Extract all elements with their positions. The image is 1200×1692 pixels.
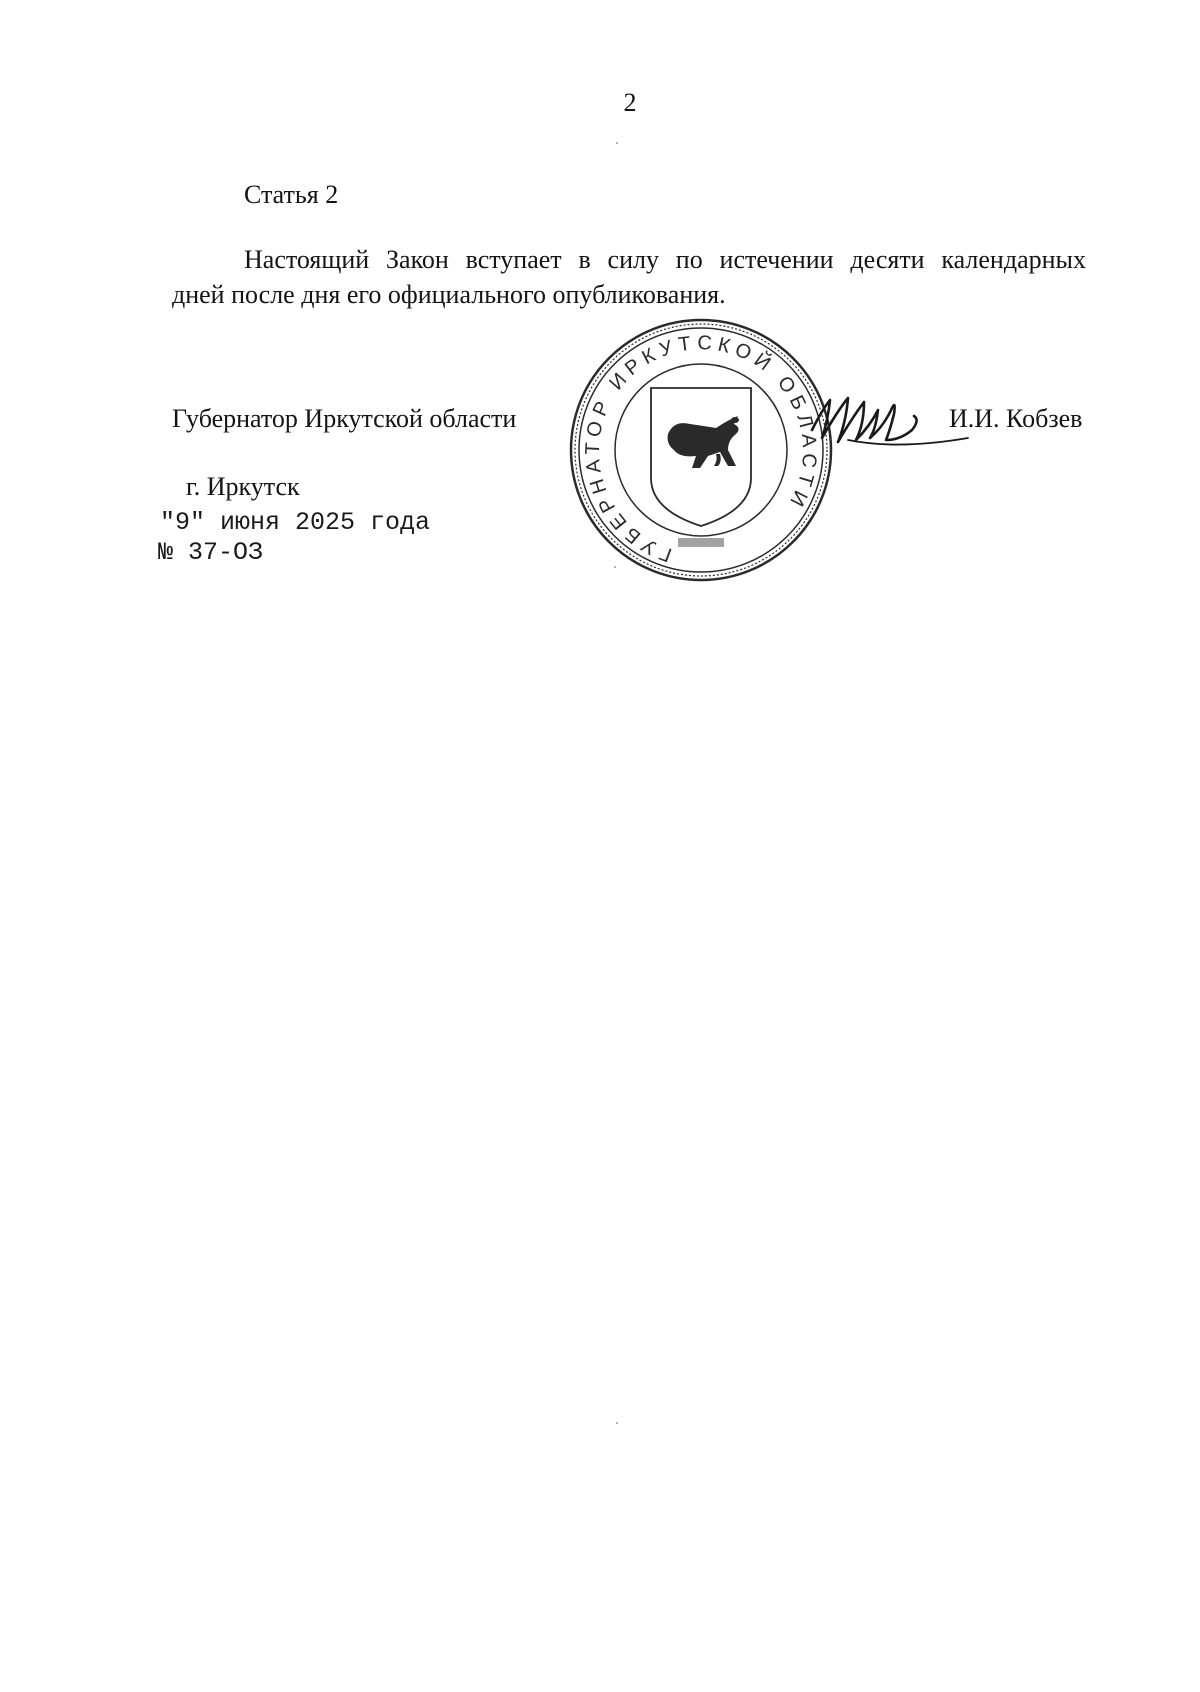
scan-speck (614, 566, 616, 568)
article-heading: Статья 2 (244, 180, 339, 209)
governor-name: И.И. Кобзев (949, 404, 1083, 433)
scan-speck (616, 142, 618, 144)
babr-emblem-icon (668, 416, 739, 468)
scan-speck (616, 1422, 618, 1424)
governor-title: Губернатор Иркутской области (172, 404, 517, 433)
city-label: г. Иркутск (186, 472, 300, 501)
governor-signature (808, 380, 984, 464)
article-body-line-2: дней после дня его официального опубликования. (172, 280, 726, 309)
article-body-line-1: Настоящий Закон вступает в силу по истечении десяти календарных (244, 245, 1086, 274)
law-number: № 37-ОЗ (158, 538, 264, 567)
law-date: "9" июня 2025 года (160, 508, 431, 537)
page-number: 2 (623, 88, 637, 117)
seal-ring-text: ГУБЕРНАТОР ИРКУТСКОЙ ОБЛАСТИ (581, 331, 821, 566)
official-seal (568, 316, 834, 584)
